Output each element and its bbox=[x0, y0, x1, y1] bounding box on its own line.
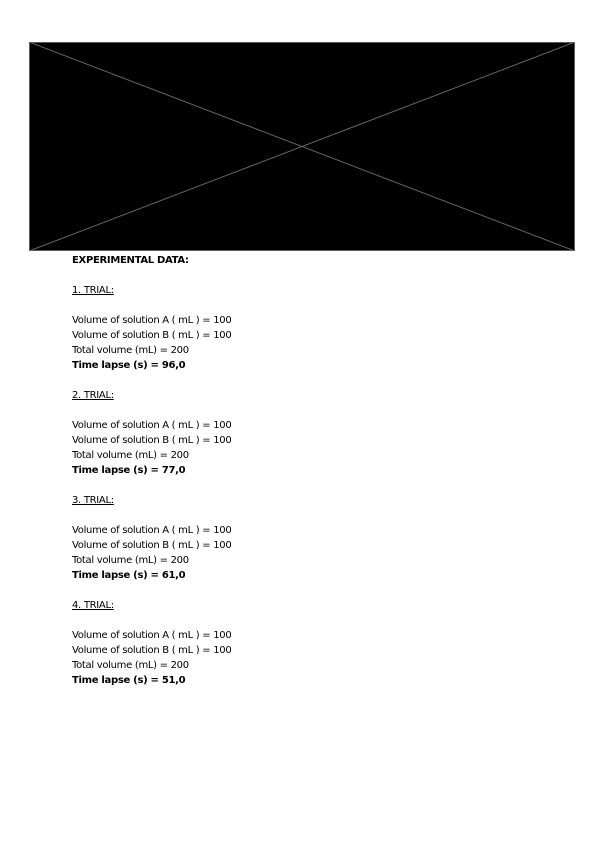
trial-title: 4. TRIAL: bbox=[72, 600, 114, 611]
placeholder-cross-icon bbox=[29, 42, 575, 251]
spacer bbox=[72, 478, 472, 493]
spacer bbox=[72, 583, 472, 598]
time-lapse-line: Time lapse (s) = 61,0 bbox=[72, 570, 186, 581]
total-volume-line: Total volume (mL) = 200 bbox=[72, 555, 189, 566]
spacer bbox=[72, 298, 472, 313]
spacer bbox=[72, 268, 472, 283]
spacer bbox=[72, 508, 472, 523]
total-volume-line: Total volume (mL) = 200 bbox=[72, 345, 189, 356]
spacer bbox=[72, 613, 472, 628]
spacer bbox=[72, 373, 472, 388]
trial-block-1 bbox=[72, 283, 472, 373]
volume-a-line: Volume of solution A ( mL ) = 100 bbox=[72, 420, 232, 431]
volume-b-line: Volume of solution B ( mL ) = 100 bbox=[72, 540, 232, 551]
volume-b-line: Volume of solution B ( mL ) = 100 bbox=[72, 330, 232, 341]
volume-a-line: Volume of solution A ( mL ) = 100 bbox=[72, 315, 232, 326]
trial-title: 2. TRIAL: bbox=[72, 390, 114, 401]
trial-block-3 bbox=[72, 493, 472, 583]
trial-block-4 bbox=[72, 598, 472, 688]
total-volume-line: Total volume (mL) = 200 bbox=[72, 660, 189, 671]
trial-title: 1. TRIAL: bbox=[72, 285, 114, 296]
image-placeholder bbox=[29, 42, 575, 251]
total-volume-line: Total volume (mL) = 200 bbox=[72, 450, 189, 461]
volume-a-line: Volume of solution A ( mL ) = 100 bbox=[72, 525, 232, 536]
spacer bbox=[72, 403, 472, 418]
volume-b-line: Volume of solution B ( mL ) = 100 bbox=[72, 645, 232, 656]
time-lapse-line: Time lapse (s) = 96,0 bbox=[72, 360, 186, 371]
time-lapse-line: Time lapse (s) = 51,0 bbox=[72, 675, 186, 686]
time-lapse-line: Time lapse (s) = 77,0 bbox=[72, 465, 186, 476]
section-heading: EXPERIMENTAL DATA: bbox=[72, 255, 189, 266]
trial-title: 3. TRIAL: bbox=[72, 495, 114, 506]
volume-b-line: Volume of solution B ( mL ) = 100 bbox=[72, 435, 232, 446]
trial-block-2 bbox=[72, 388, 472, 478]
volume-a-line: Volume of solution A ( mL ) = 100 bbox=[72, 630, 232, 641]
document-body bbox=[72, 253, 472, 688]
